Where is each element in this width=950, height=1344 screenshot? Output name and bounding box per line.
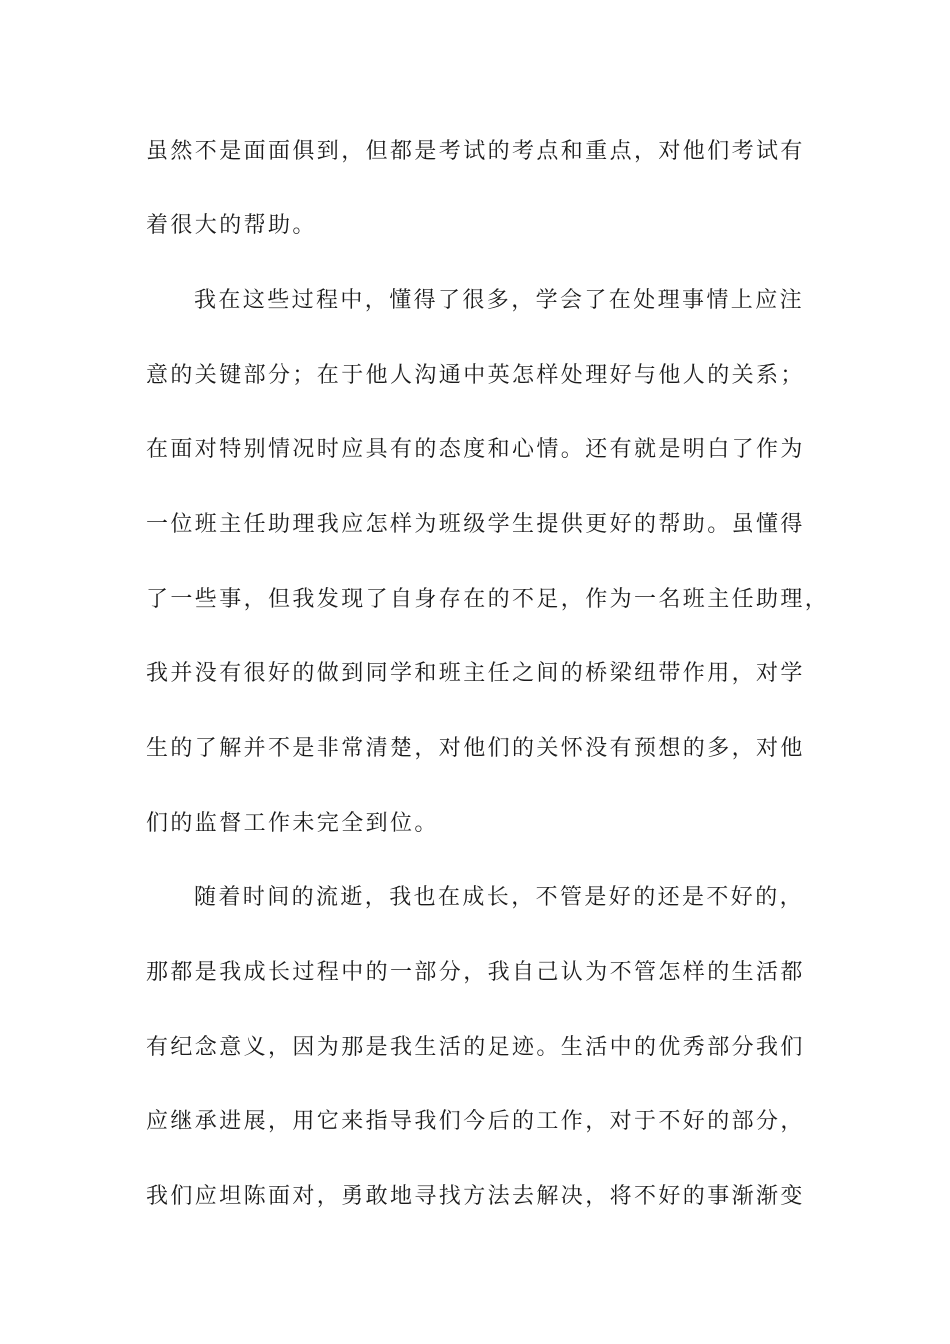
text-line: 意的关键部分；在于他人沟通中英怎样处理好与他人的关系； xyxy=(146,363,805,388)
text-line: 有纪念意义，因为那是我生活的足迹。生活中的优秀部分我们 xyxy=(146,1035,805,1060)
paragraph-start-line: 我在这些过程中，懂得了很多，学会了在处理事情上应注 xyxy=(194,288,805,313)
text-line: 我并没有很好的做到同学和班主任之间的桥梁纽带作用，对学 xyxy=(146,661,805,686)
text-line: 生的了解并不是非常清楚，对他们的关怀没有预想的多，对他 xyxy=(146,736,805,761)
text-line: 那都是我成长过程中的一部分，我自己认为不管怎样的生活都 xyxy=(146,960,805,985)
text-line: 一位班主任助理我应怎样为班级学生提供更好的帮助。虽懂得 xyxy=(146,512,805,537)
text-line: 我们应坦陈面对，勇敢地寻找方法去解决，将不好的事渐渐变 xyxy=(146,1184,805,1209)
text-line: 在面对特别情况时应具有的态度和心情。还有就是明白了作为 xyxy=(146,437,805,462)
text-line: 着很大的帮助。 xyxy=(146,213,317,238)
text-line: 虽然不是面面俱到，但都是考试的考点和重点，对他们考试有 xyxy=(146,139,805,164)
paragraph-start-line: 随着时间的流逝，我也在成长，不管是好的还是不好的， xyxy=(194,885,805,910)
text-line: 们的监督工作未完全到位。 xyxy=(146,811,439,836)
text-line: 应继承进展，用它来指导我们今后的工作，对于不好的部分， xyxy=(146,1109,805,1134)
text-line: 了一些事，但我发现了自身存在的不足，作为一名班主任助理， xyxy=(146,587,830,612)
